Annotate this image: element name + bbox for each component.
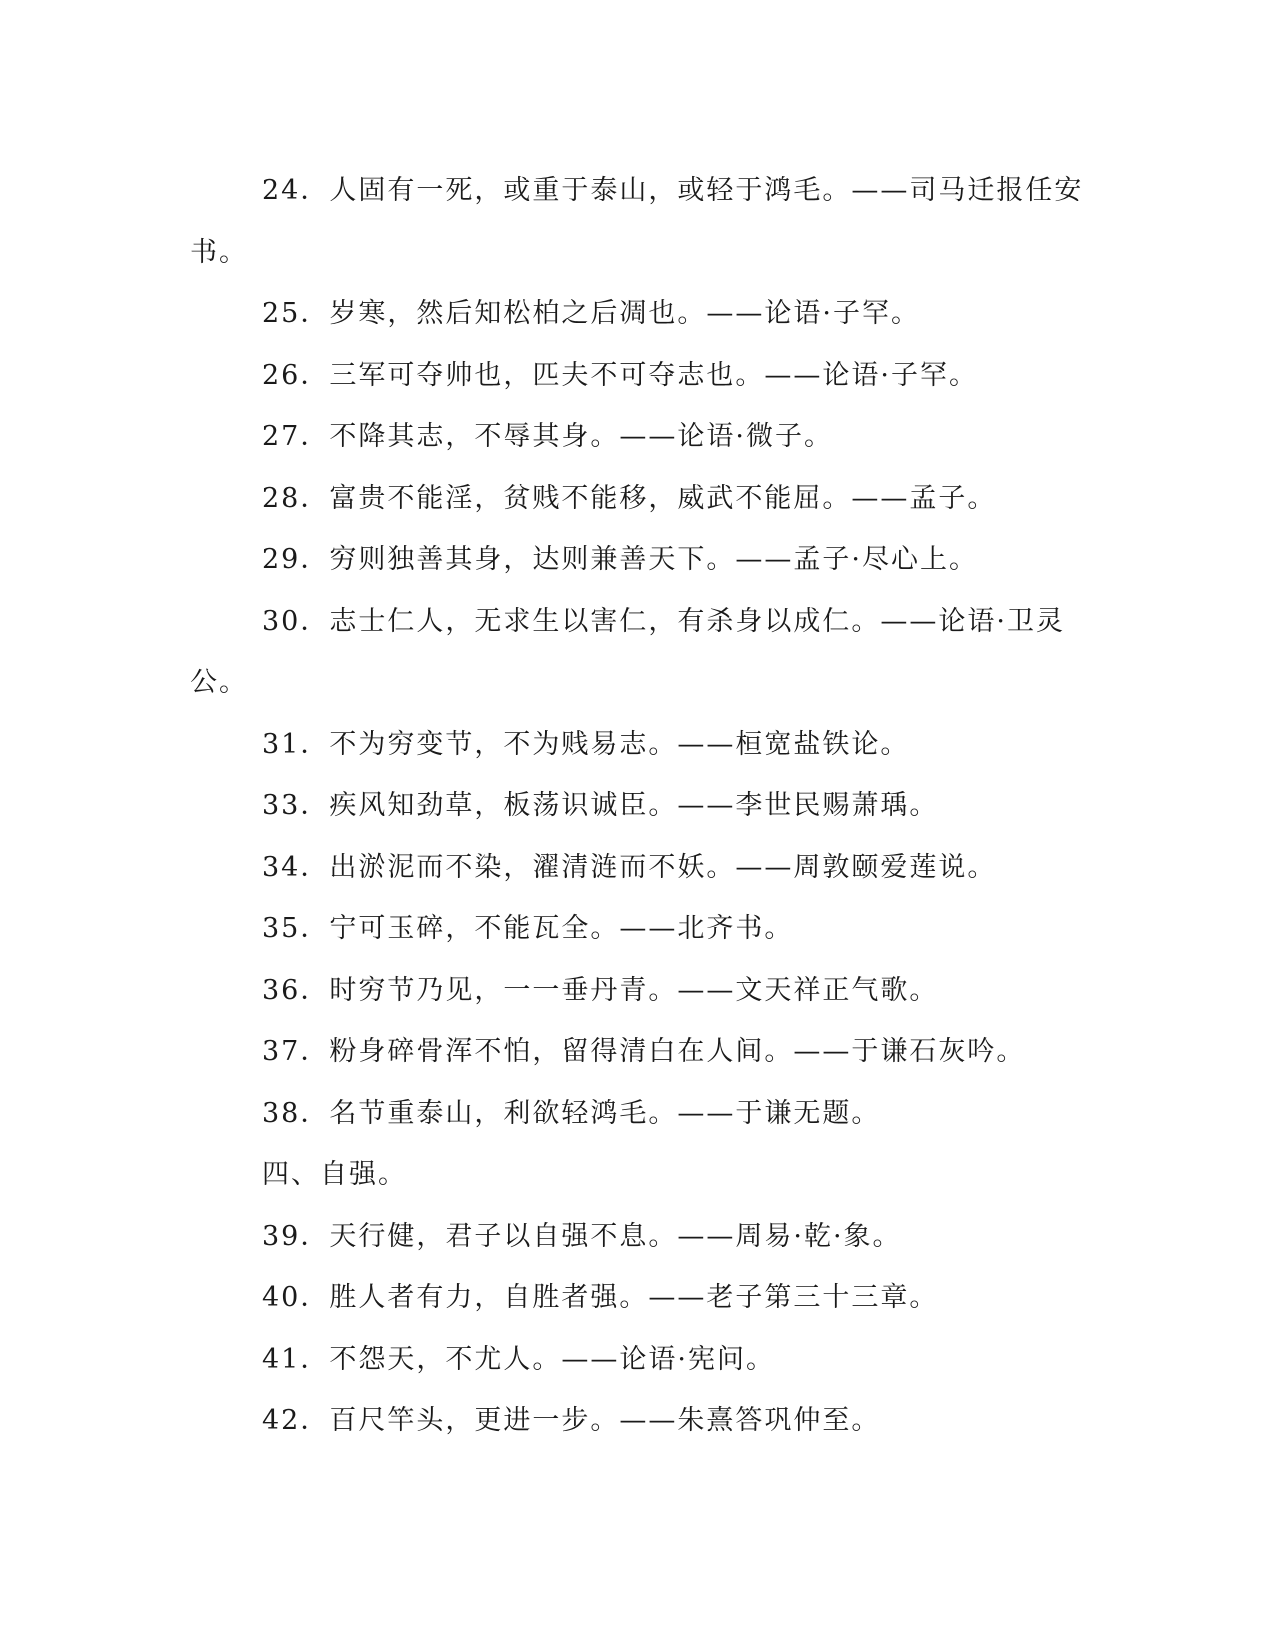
quote-line-24-continued: 书。 xyxy=(190,236,248,268)
quote-line-30: 30．志士仁人，无求生以害仁，有杀身以成仁。——论语·卫灵 xyxy=(262,605,1065,637)
quote-line-31: 31．不为穷变节，不为贱易志。——桓宽盐铁论。 xyxy=(262,728,910,760)
quote-line-39: 39．天行健，君子以自强不息。——周易·乾·象。 xyxy=(262,1220,902,1252)
quote-line-25: 25．岁寒，然后知松柏之后凋也。——论语·子罕。 xyxy=(262,298,920,329)
quote-line-29: 29．穷则独善其身，达则兼善天下。——孟子·尽心上。 xyxy=(262,544,978,575)
quote-line-30-continued: 公。 xyxy=(190,667,248,698)
quote-line-33: 33．疾风知劲草，板荡识诚臣。——李世民赐萧瑀。 xyxy=(262,790,939,821)
quote-line-34: 34．出淤泥而不染，濯清涟而不妖。——周敦颐爱莲说。 xyxy=(262,851,997,883)
quote-line-28: 28．富贵不能淫，贫贱不能移，威武不能屈。——孟子。 xyxy=(262,482,997,514)
section-heading: 四、自强。 xyxy=(262,1159,407,1190)
quote-line-24: 24．人固有一死，或重于泰山，或轻于鸿毛。——司马迁报任安 xyxy=(262,175,1084,206)
quote-line-27: 27．不降其志，不辱其身。——论语·微子。 xyxy=(262,421,833,452)
quote-line-36: 36．时穷节乃见，一一垂丹青。——文天祥正气歌。 xyxy=(262,974,939,1006)
quote-line-40: 40．胜人者有力，自胜者强。——老子第三十三章。 xyxy=(262,1282,939,1313)
quote-line-41: 41．不怨天，不尤人。——论语·宪问。 xyxy=(262,1343,775,1375)
quote-line-38: 38．名节重泰山，利欲轻鸿毛。——于谦无题。 xyxy=(262,1097,881,1129)
quote-line-42: 42．百尺竿头，更进一步。——朱熹答巩仲至。 xyxy=(262,1405,881,1436)
quote-list xyxy=(190,160,1084,1452)
quote-line-26: 26．三军可夺帅也，匹夫不可夺志也。——论语·子罕。 xyxy=(262,359,978,391)
quote-line-35: 35．宁可玉碎，不能瓦全。——北齐书。 xyxy=(262,913,794,944)
quote-line-37: 37．粉身碎骨浑不怕，留得清白在人间。——于谦石灰吟。 xyxy=(262,1036,1026,1067)
